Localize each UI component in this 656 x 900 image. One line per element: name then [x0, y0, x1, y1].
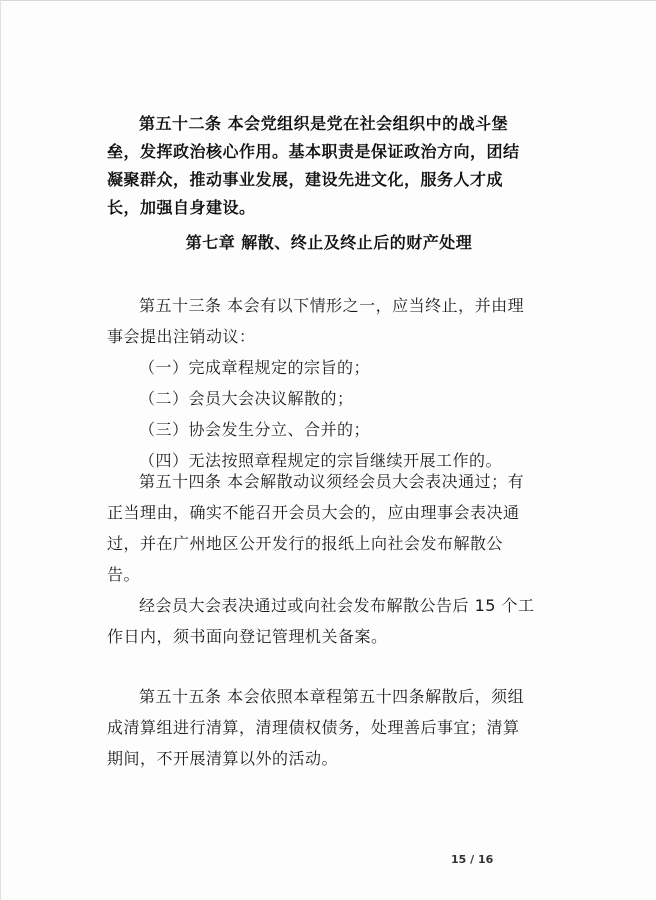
article-53-item: （一）完成章程规定的宗旨的； — [139, 358, 371, 377]
article-54-followup — [107, 590, 555, 652]
article-52-line: 凝聚群众，推动事业发展，建设先进文化，服务人才成 — [107, 170, 504, 189]
article-52-line: 第五十二条 本会党组织是党在社会组织中的战斗堡 — [139, 114, 509, 133]
article-54 — [107, 466, 555, 590]
article-55 — [107, 681, 555, 774]
article-53-line: 第五十三条 本会有以下情形之一，应当终止，并由理 — [139, 296, 525, 315]
article-53-line: 事会提出注销动议： — [107, 327, 256, 346]
article-53-item: （四）无法按照章程规定的宗旨继续开展工作的。 — [139, 451, 503, 470]
chapter-7-title: 第七章 解散、终止及终止后的财产处理 — [185, 233, 473, 252]
article-54-followup-line: 经会员大会表决通过或向社会发布解散公告后 15 个工 — [139, 596, 535, 615]
article-52 — [107, 110, 555, 222]
article-55-line: 成清算组进行清算，清理债权债务，处理善后事宜；清算 — [107, 718, 520, 737]
article-54-line: 过，并在广州地区公开发行的报纸上向社会发布解散公 — [107, 534, 504, 553]
page-number: 15 / 16 — [451, 853, 494, 866]
article-54-line: 告。 — [107, 565, 141, 584]
article-53-item: （二）会员大会决议解散的； — [139, 389, 354, 408]
article-52-line: 长，加强自身建设。 — [107, 198, 256, 217]
article-55-line: 第五十五条 本会依照本章程第五十四条解散后，须组 — [139, 687, 525, 706]
article-54-line: 第五十四条 本会解散动议须经会员大会表决通过；有 — [139, 472, 525, 491]
article-55-line: 期间，不开展清算以外的活动。 — [107, 749, 339, 768]
article-54-line: 正当理由，确实不能召开会员大会的，应由理事会表决通 — [107, 503, 520, 522]
article-52-line: 垒，发挥政治核心作用。基本职责是保证政治方向，团结 — [107, 142, 520, 161]
article-53-item: （三）协会发生分立、合并的； — [139, 420, 371, 439]
article-54-followup-line: 作日内，须书面向登记管理机关备案。 — [107, 627, 388, 646]
article-53 — [107, 290, 555, 476]
